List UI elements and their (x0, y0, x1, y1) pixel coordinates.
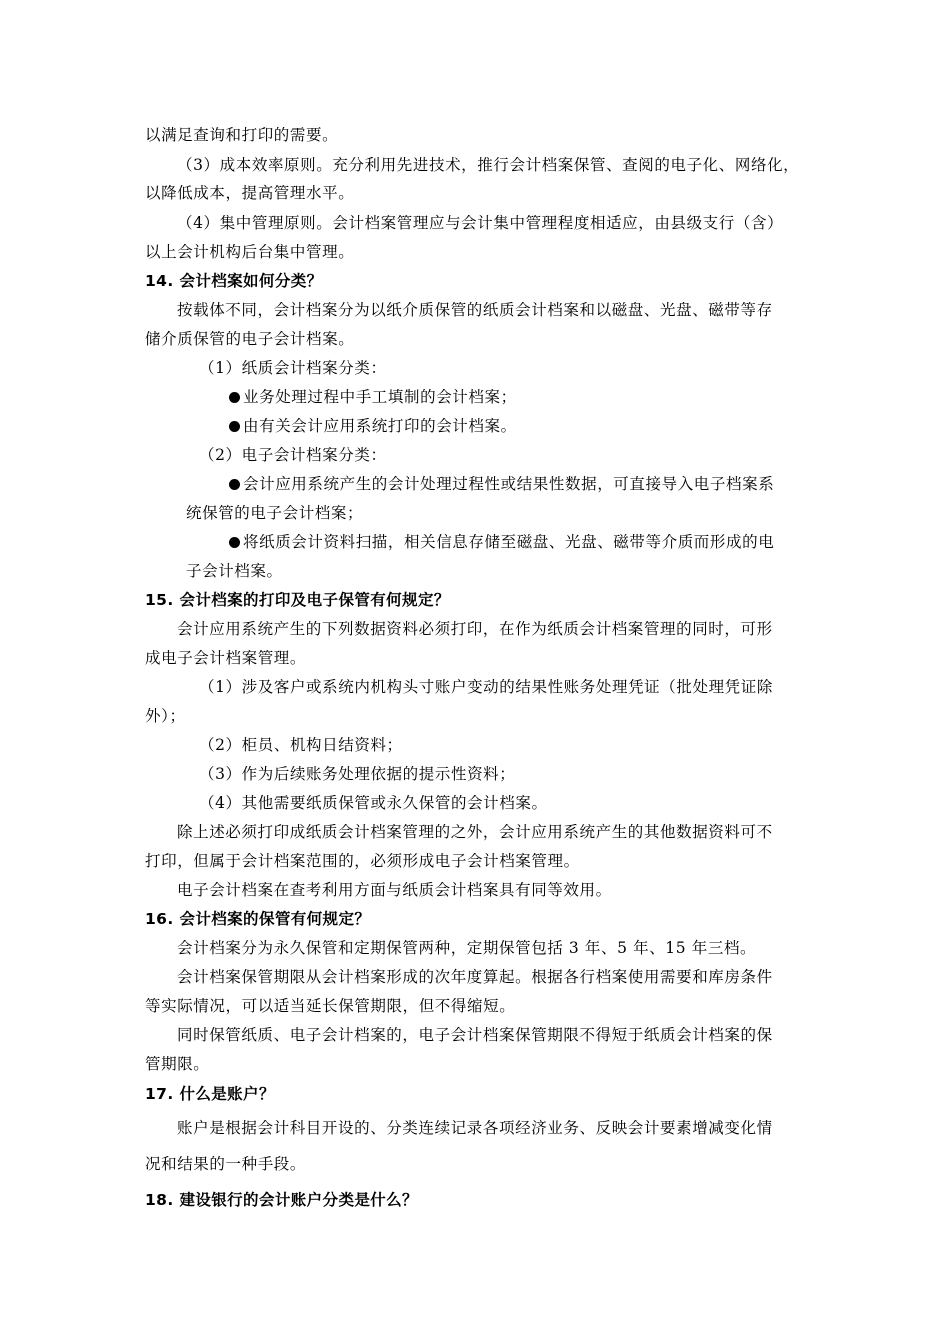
list-line: （3）作为后续账务处理依据的提示性资料； (199, 765, 516, 783)
list-line: （2）柜员、机构日结资料； (199, 736, 403, 754)
bullet-text: 由有关会计应用系统打印的会计档案。 (243, 417, 517, 435)
list-line: （4）其他需要纸质保管或永久保管的会计档案。 (199, 794, 548, 812)
bullet-item (229, 473, 810, 495)
bullet-item (229, 415, 810, 437)
bullet-text: 将纸质会计资料扫描，相关信息存储至磁盘、光盘、磁带等介质而形成的电 (243, 533, 775, 551)
bullet-icon (229, 421, 240, 432)
paragraph-line: 况和结果的一种手段。 (145, 1155, 307, 1173)
paragraph-line: 管期限。 (145, 1055, 210, 1073)
section-heading: 14. 会计档案如何分类？ (145, 272, 323, 290)
paragraph-line: 等实际情况，可以适当延长保管期限，但不得缩短。 (145, 997, 516, 1015)
bullet-text: 会计应用系统产生的会计处理过程性或结果性数据，可直接导入电子档案系 (243, 475, 775, 493)
bullet-icon (229, 537, 240, 548)
paragraph-line: （4）集中管理原则。会计档案管理应与会计集中管理程度相适应，由县级支行（含） (177, 214, 784, 232)
paragraph-line: 同时保管纸质、电子会计档案的，电子会计档案保管期限不得短于纸质会计档案的保 (177, 1026, 773, 1044)
paragraph-line: 电子会计档案在查考利用方面与纸质会计档案具有同等效用。 (177, 881, 612, 899)
paragraph-line: 打印，但属于会计档案范围的，必须形成电子会计档案管理。 (145, 852, 580, 870)
section-heading: 18. 建设银行的会计账户分类是什么？ (145, 1191, 418, 1209)
paragraph-line: 子会计档案。 (186, 562, 283, 580)
list-line: （1）纸质会计档案分类： (199, 359, 387, 377)
bullet-icon (229, 392, 240, 403)
paragraph-line: 储介质保管的电子会计档案。 (145, 330, 355, 348)
bullet-icon (229, 479, 240, 490)
bullet-item (229, 531, 810, 553)
paragraph-line: （3）成本效率原则。充分利用先进技术，推行会计档案保管、查阅的电子化、网络化， (177, 156, 800, 174)
paragraph-line: 会计档案分为永久保管和定期保管两种，定期保管包括 3 年、5 年、15 年三档。 (177, 939, 757, 957)
paragraph-line: 以满足查询和打印的需要。 (145, 126, 339, 144)
bullet-text: 业务处理过程中手工填制的会计档案； (243, 388, 517, 406)
paragraph-line: 账户是根据会计科目开设的、分类连续记录各项经济业务、反映会计要素增减变化情 (177, 1119, 773, 1137)
paragraph-line: 会计档案保管期限从会计档案形成的次年度算起。根据各行档案使用需要和库房条件 (177, 968, 773, 986)
section-heading: 15. 会计档案的打印及电子保管有何规定？ (145, 591, 450, 609)
section-heading: 17. 什么是账户？ (145, 1085, 275, 1103)
list-line: （1）涉及客户或系统内机构头寸账户变动的结果性账务处理凭证（批处理凭证除 (199, 678, 773, 696)
section-heading: 16. 会计档案的保管有何规定？ (145, 910, 371, 928)
paragraph-line: 成电子会计档案管理。 (145, 649, 307, 667)
paragraph-line: 以降低成本，提高管理水平。 (145, 184, 355, 202)
paragraph-line: 统保管的电子会计档案； (186, 504, 364, 522)
list-line: （2）电子会计档案分类： (199, 446, 387, 464)
bullet-item (229, 386, 810, 408)
paragraph-line: 除上述必须打印成纸质会计档案管理的之外，会计应用系统产生的其他数据资料可不 (177, 823, 773, 841)
paragraph-line: 按载体不同，会计档案分为以纸介质保管的纸质会计档案和以磁盘、光盘、磁带等存 (177, 301, 773, 319)
paragraph-line: 外）； (145, 707, 186, 725)
paragraph-line: 会计应用系统产生的下列数据资料必须打印，在作为纸质会计档案管理的同时，可形 (177, 620, 773, 638)
paragraph-line: 以上会计机构后台集中管理。 (145, 243, 355, 261)
